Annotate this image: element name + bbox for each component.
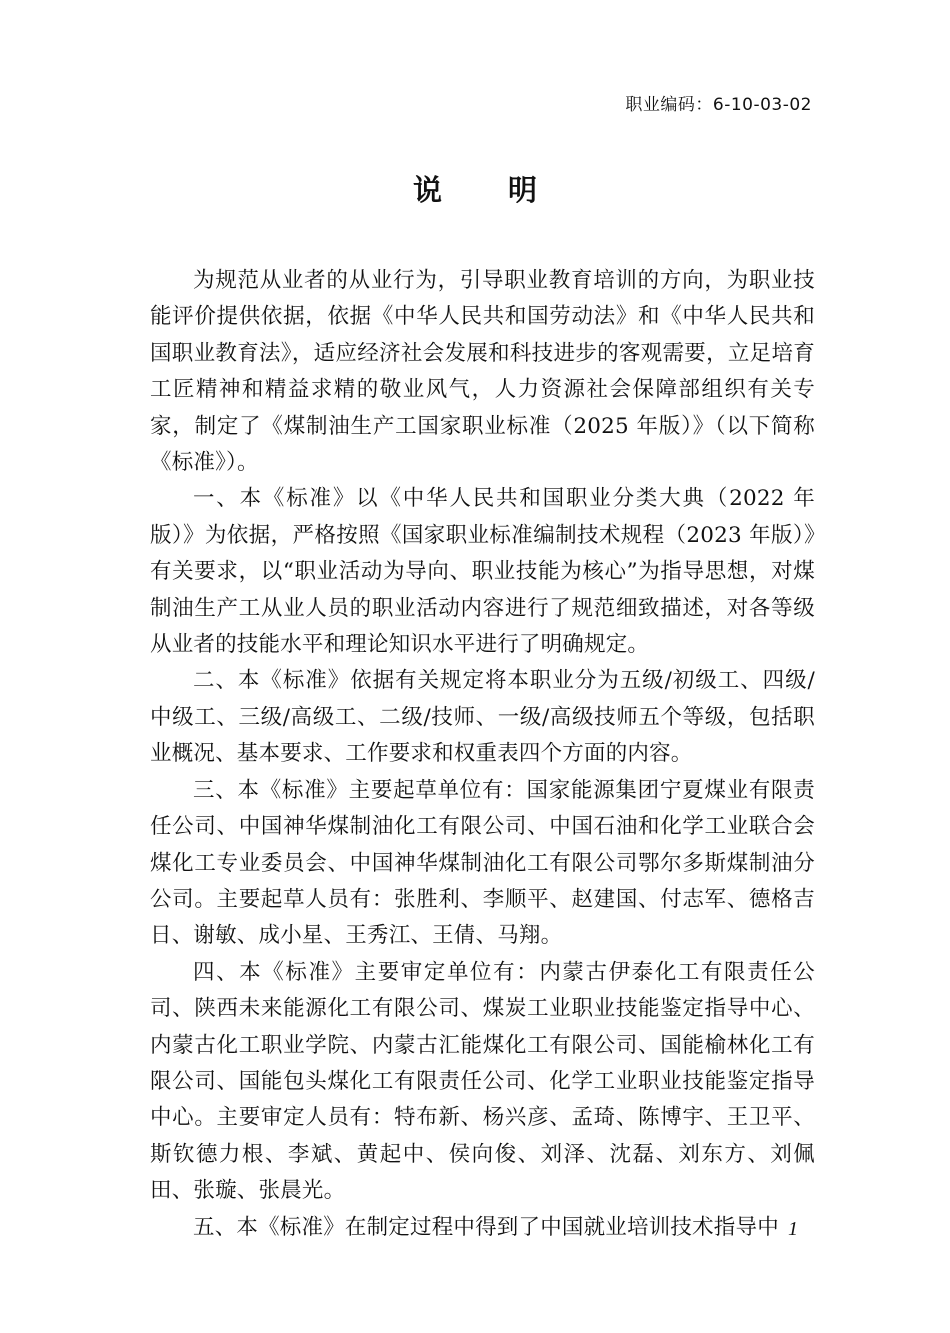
paragraph-item-5: 五、本《标准》在制定过程中得到了中国就业培训技术指导中 [193,1214,779,1240]
paragraph-item-3: 三、本《标准》主要起草单位有：国家能源集团宁夏煤业有限责任公司、中国神华煤制油化工有限公司、中国石油和化学工业联合会煤化工专业委员会、中国神华煤制油化工有限公司鄂尔多斯煤制油分公司。主要起草人员有：张胜利、李顺平、赵建国、付志军、德格吉日、谢敏、成小星、王秀江、王倩、马翔。 [150,777,815,949]
paragraph-item-4: 四、本《标准》主要审定单位有：内蒙古伊泰化工有限责任公司、陕西未来能源化工有限公司、煤炭工业职业技能鉴定指导中心、内蒙古化工职业学院、内蒙古汇能煤化工有限公司、国能榆林化工有限公司、国能包头煤化工有限责任公司、化学工业职业技能鉴定指导中心。主要审定人员有：特布新、杨兴彦、孟琦、陈博宇、王卫平、斯钦德力根、李斌、黄起中、侯向俊、刘泽、沈磊、刘东方、刘佩田、张璇、张晨光。 [150,959,815,1204]
document-body [150,263,815,1246]
title-char-1: 说 [412,173,442,207]
paragraph-item-1: 一、本《标准》以《中华人民共和国职业分类大典（2022 年版）》为依据，严格按照《国家职业标准编制技术规程（2023 年版）》有关要求，以“职业活动为导向、职业技能为核心”为指导思想，对煤制油生产工从业人员的职业活动内容进行了规范细致描述，对各等级从业者的技能水平和理论知识水平进行了明确规定。 [150,486,815,658]
paragraph-item-2: 二、本《标准》依据有关规定将本职业分为五级/初级工、四级/中级工、三级/高级工、二级/技师、一级/高级技师五个等级，包括职业概况、基本要求、工作要求和权重表四个方面的内容。 [150,668,815,767]
title-char-2: 明 [508,173,538,207]
page-title [0,168,950,209]
occupation-code: 职业编码：6-10-03-02 [625,95,812,115]
paragraph-intro: 为规范从业者的从业行为，引导职业教育培训的方向，为职业技能评价提供依据，依据《中华人民共和国劳动法》和《中华人民共和国职业教育法》，适应经济社会发展和科技进步的客观需要，立足培育工匠精神和精益求精的敬业风气，人力资源社会保障部组织有关专家，制定了《煤制油生产工国家职业标准（2025 年版）》（以下简称《标准》）。 [150,268,815,476]
page-number: 1 [788,1218,798,1240]
